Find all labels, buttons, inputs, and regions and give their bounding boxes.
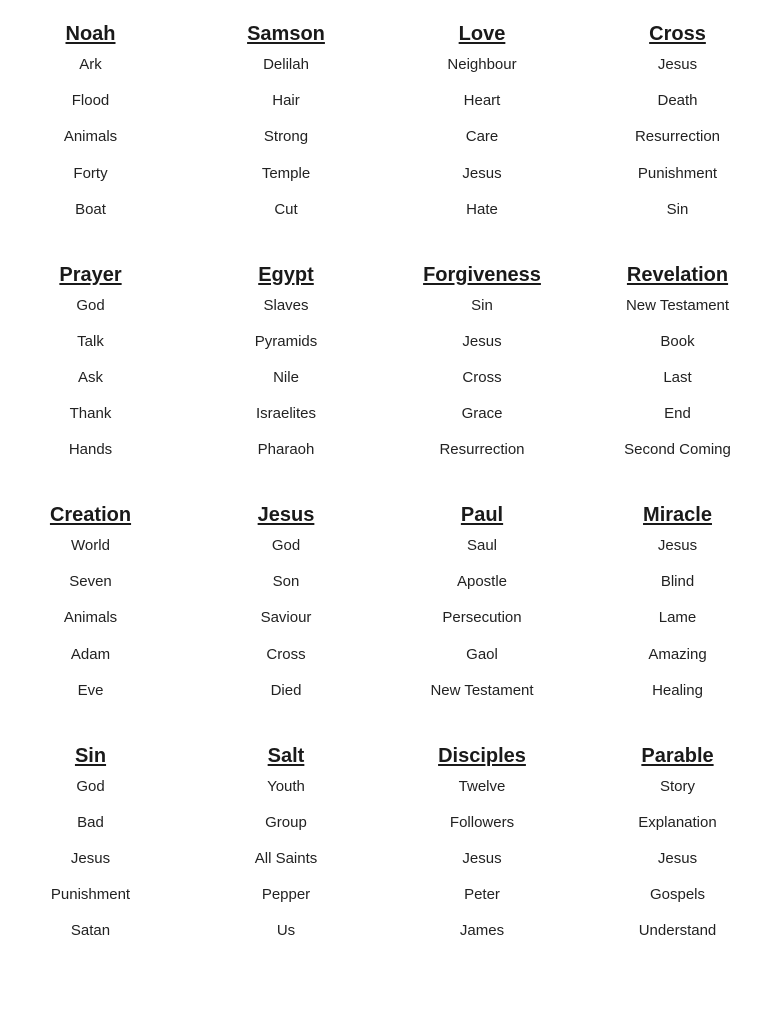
card-word: Adam: [70, 645, 111, 663]
card-word: Neighbour: [447, 56, 517, 73]
card-word: Seven: [69, 573, 112, 591]
card-word: Boat: [75, 200, 106, 218]
card-word: Talk: [77, 332, 104, 350]
word-card: [0, 260, 188, 501]
card-word: Jesus: [657, 56, 698, 73]
card-word: Jesus: [462, 849, 502, 867]
word-card: [188, 741, 384, 982]
card-word: God: [76, 296, 105, 314]
card-word: Apostle: [456, 573, 508, 591]
card-title: Prayer: [59, 263, 122, 286]
card-word: Lame: [658, 609, 697, 627]
card-word: Amazing: [648, 645, 707, 663]
card-title: Creation: [49, 504, 132, 526]
card-word: Persecution: [442, 609, 522, 627]
card-word: Blind: [660, 573, 695, 591]
card-word: Sin: [471, 296, 493, 314]
card-word: James: [459, 922, 505, 940]
card-word: Jesus: [657, 849, 698, 867]
card-title: Sin: [74, 744, 107, 767]
card-word: Youth: [267, 777, 305, 795]
card-word: Last: [663, 368, 692, 386]
word-card: [580, 741, 768, 982]
card-word: Hate: [466, 200, 498, 218]
card-title: Disciples: [438, 744, 526, 767]
card-word: End: [664, 405, 691, 423]
card-word: Ask: [77, 368, 103, 386]
card-title: Salt: [267, 744, 305, 767]
card-word: All Saints: [254, 849, 318, 867]
card-title: Jesus: [257, 504, 315, 526]
card-word: Delilah: [263, 56, 309, 73]
card-word: Saviour: [260, 609, 312, 627]
card-word: Punishment: [637, 164, 718, 182]
card-title: Cross: [649, 23, 706, 45]
card-word: Strong: [263, 128, 309, 146]
word-card: [188, 260, 384, 501]
card-word: Peter: [464, 886, 500, 904]
card-word: Satan: [70, 922, 111, 940]
card-word: Animals: [63, 609, 118, 627]
word-card: [0, 19, 188, 260]
card-word: Jesus: [462, 164, 502, 182]
card-title: Paul: [460, 504, 504, 526]
card-title: Forgiveness: [423, 263, 541, 286]
card-word: Saul: [466, 537, 498, 554]
card-word: New Testament: [625, 296, 730, 314]
card-title: Samson: [247, 23, 325, 45]
card-word: Explanation: [638, 813, 717, 831]
card-word: Son: [272, 573, 300, 591]
card-word: Followers: [449, 813, 515, 831]
card-word: Eve: [77, 681, 104, 699]
card-word: Twelve: [458, 777, 506, 795]
card-word: Died: [270, 681, 302, 699]
card-word: Slaves: [263, 296, 309, 314]
card-word: Hair: [272, 92, 300, 110]
card-title: Revelation: [626, 263, 729, 286]
card-word: New Testament: [430, 681, 534, 699]
card-word: Jesus: [657, 537, 698, 554]
card-word: God: [271, 537, 301, 554]
word-card: [384, 260, 580, 501]
card-word: Flood: [71, 92, 110, 110]
card-word: Forty: [73, 164, 108, 182]
word-card: [384, 741, 580, 982]
card-word: Book: [660, 332, 695, 350]
card-title: Love: [458, 23, 506, 45]
card-word: Group: [265, 813, 307, 831]
card-word: Nile: [273, 368, 299, 386]
card-word: Death: [657, 92, 698, 110]
card-title: Egypt: [258, 263, 314, 286]
card-word: Thank: [69, 405, 112, 423]
word-card: [188, 19, 384, 260]
card-word: Cross: [462, 368, 502, 386]
card-word: Pharaoh: [257, 441, 315, 459]
card-word: Animals: [63, 128, 118, 146]
card-word: Heart: [463, 92, 501, 110]
card-word: Healing: [652, 681, 703, 699]
card-word: Story: [659, 777, 695, 795]
card-word: Temple: [261, 164, 311, 182]
card-word: Pyramids: [254, 332, 318, 350]
word-card: [0, 741, 188, 982]
word-card: [384, 19, 580, 260]
card-word: Punishment: [50, 886, 131, 904]
card-word: Cut: [274, 200, 298, 218]
word-card: [580, 260, 768, 501]
word-card: [188, 500, 384, 741]
card-word: Sin: [666, 200, 689, 218]
card-word: Jesus: [462, 332, 502, 350]
card-word: Second Coming: [624, 441, 731, 459]
card-word: Bad: [77, 813, 104, 831]
card-word: Us: [276, 922, 296, 940]
card-word: Ark: [79, 56, 102, 73]
card-word: Care: [465, 128, 499, 146]
card-word: Gaol: [466, 645, 498, 663]
card-word: Gospels: [649, 886, 706, 904]
card-title: Noah: [65, 23, 116, 45]
word-card: [580, 500, 768, 741]
card-word: Grace: [461, 405, 503, 423]
card-word: Jesus: [70, 849, 111, 867]
card-word: Pepper: [261, 886, 311, 904]
word-card: [580, 19, 768, 260]
word-card-grid: [0, 19, 761, 981]
word-card: [384, 500, 580, 741]
card-word: Understand: [638, 922, 717, 940]
word-card: [0, 500, 188, 741]
card-word: Cross: [266, 645, 306, 663]
card-word: Hands: [68, 441, 113, 459]
card-word: Resurrection: [439, 441, 525, 459]
card-word: Resurrection: [634, 128, 721, 146]
card-word: Israelites: [255, 405, 317, 423]
card-word: World: [71, 537, 110, 554]
card-word: God: [76, 777, 105, 795]
card-title: Miracle: [643, 504, 712, 526]
card-title: Parable: [641, 744, 714, 767]
